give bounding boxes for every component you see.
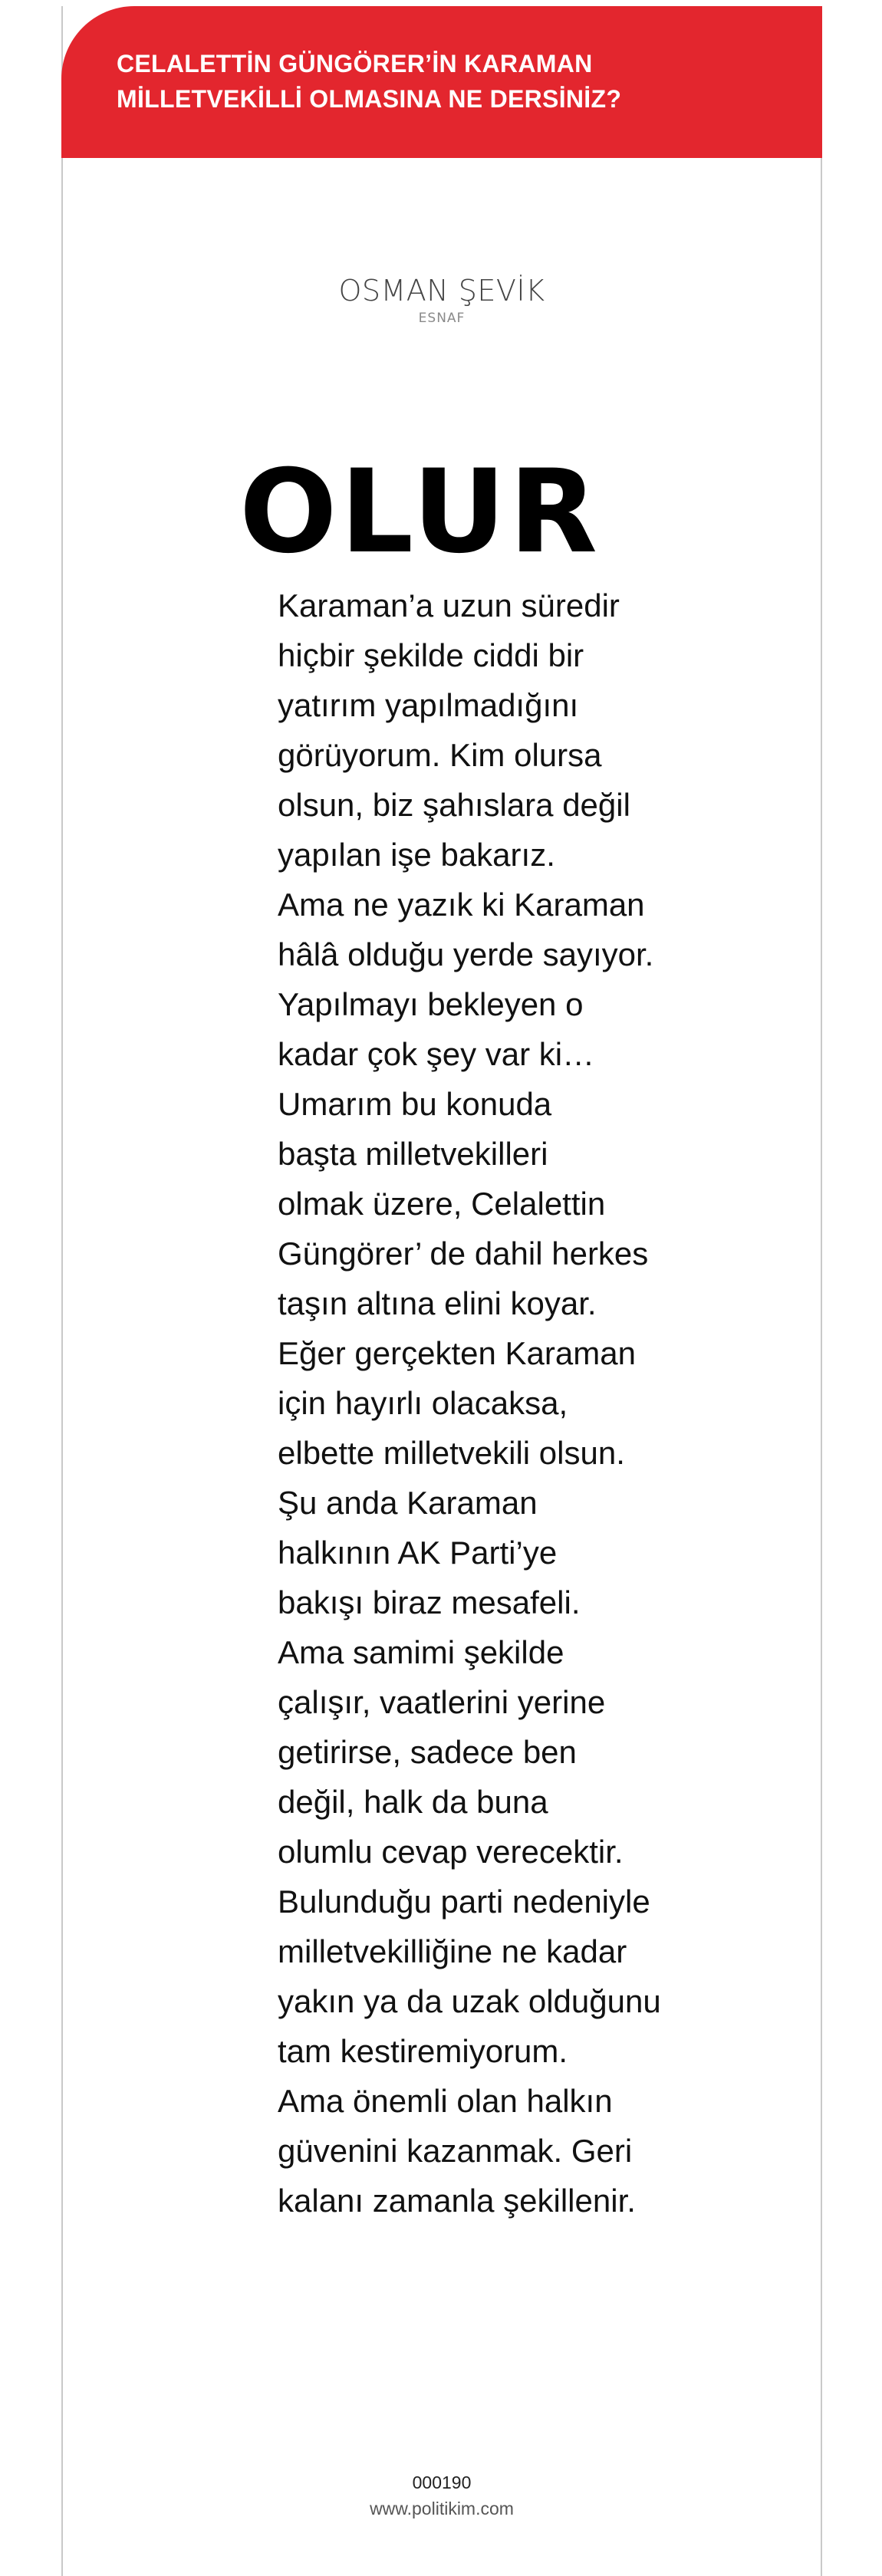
body-line: Ama samimi şekilde [278, 1634, 564, 1670]
body-line: Şu anda Karaman [278, 1485, 538, 1521]
body-line: Bulunduğu parti nedeniyle [278, 1883, 650, 1920]
body-line: yakın ya da uzak olduğunu [278, 1983, 661, 2019]
footer-code: 000190 [412, 2472, 472, 2492]
question-title-line-2: MİLLETVEKİLLİ OLMASINA NE DERSİNİZ? [117, 85, 622, 113]
body-line: halkının AK Parti’ye [278, 1535, 558, 1571]
body-line: elbette milletvekili olsun. [278, 1435, 625, 1471]
body-line: güvenini kazanmak. Geri [278, 2133, 633, 2169]
body-line: tam kestiremiyorum. [278, 2033, 568, 2069]
question-banner [61, 6, 822, 158]
body-line: Ama önemli olan halkın [278, 2083, 613, 2119]
body-line: başta milletvekilleri [278, 1136, 548, 1172]
author-role: ESNAF [418, 311, 466, 326]
body-line: kalanı zamanla şekillenir. [278, 2183, 636, 2219]
body-line: hiçbir şekilde ciddi bir [278, 637, 584, 673]
body-line: taşın altına elini koyar. [278, 1285, 597, 1321]
body-line: değil, halk da buna [278, 1784, 548, 1820]
body-line: Karaman’a uzun süredir [278, 587, 620, 623]
body-line: olsun, biz şahıslara değil [278, 787, 630, 823]
author-block [61, 274, 822, 326]
answer-headline: OLUR [239, 446, 601, 579]
body-line: Yapılmayı bekleyen o [278, 986, 584, 1022]
question-title [117, 46, 822, 117]
body-line: milletvekilliğine ne kadar [278, 1933, 627, 1969]
body-line: bakışı biraz mesafeli. [278, 1584, 581, 1620]
body-line: hâlâ olduğu yerde sayıyor. [278, 936, 654, 972]
answer-body [278, 581, 707, 2226]
body-line: olumlu cevap verecektir. [278, 1834, 624, 1870]
body-line: Güngörer’ de dahil herkes [278, 1235, 649, 1272]
body-line: Eğer gerçekten Karaman [278, 1335, 636, 1371]
body-line: yatırım yapılmadığını [278, 687, 579, 723]
body-line: yapılan işe bakarız. [278, 837, 555, 873]
body-line: getirirse, sadece ben [278, 1734, 577, 1770]
author-name: OSMAN ŞEVİK [338, 274, 545, 308]
body-line: Umarım bu konuda [278, 1086, 552, 1122]
body-line: için hayırlı olacaksa, [278, 1385, 568, 1421]
footer-site-link[interactable]: www.politikim.com [370, 2499, 514, 2518]
footer [61, 2469, 822, 2522]
question-title-line-1: CELALETTİN GÜNGÖRER’İN KARAMAN [117, 50, 593, 77]
body-line: Ama ne yazık ki Karaman [278, 887, 645, 923]
body-line: kadar çok şey var ki… [278, 1036, 595, 1072]
body-line: görüyorum. Kim olursa [278, 737, 602, 773]
body-line: olmak üzere, Celalettin [278, 1186, 606, 1222]
body-line: çalışır, vaatlerini yerine [278, 1684, 606, 1720]
